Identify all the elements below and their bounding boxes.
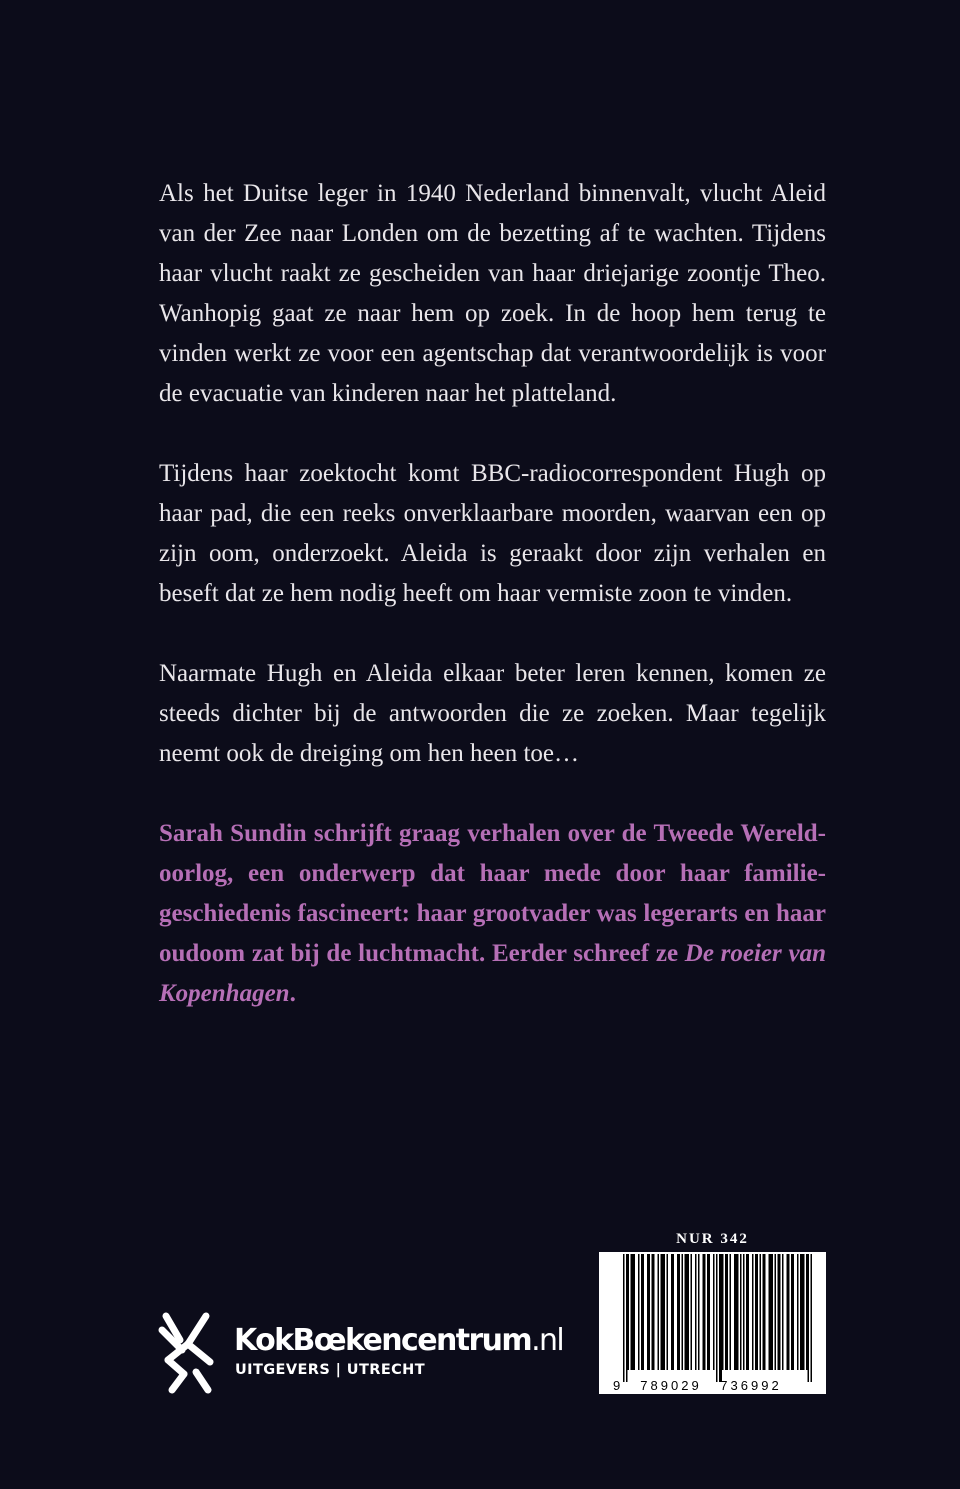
barcode-bar	[623, 1254, 625, 1382]
barcode-bar	[727, 1254, 729, 1370]
barcode-bar	[760, 1254, 762, 1370]
barcode-bar	[782, 1254, 784, 1370]
blurb-paragraph-1: Als het Duitse leger in 1940 Nederland binnenvalt, vlucht Aleid van der Zee naar Londen om de bezetting af te wachten. Tijdens haar vlucht raakt ze gescheiden van haar driejarige zoontje Theo. Wanhopig gaat ze naar hem op zoek. In de hoop hem terug te vinden werkt ze voor een agentschap dat verantwoordelijk is voor de evacuatie van kinderen naar het platteland.	[159, 180, 826, 407]
barcode-bar	[755, 1254, 757, 1370]
barcode-bar	[719, 1254, 721, 1382]
barcode-bar	[685, 1254, 687, 1370]
isbn-barcode	[599, 1226, 826, 1394]
barcode-bar	[662, 1254, 664, 1370]
barcode-bar	[707, 1254, 709, 1370]
barcode-digits: 736992	[720, 1378, 782, 1393]
barcode-bar	[634, 1254, 636, 1370]
barcode-bar	[661, 1254, 663, 1370]
barcode-bar	[734, 1254, 736, 1370]
barcode-bar	[667, 1254, 669, 1370]
blurb-paragraph-3: Naarmate Hugh en Aleida elkaar beter leren kennen, komen ze steeds dichter bij de antwoorden die ze zoeken. Maar tegelijk neemt ook de dreiging om hen heen toe…	[159, 660, 826, 767]
barcode-digits: 789029	[640, 1378, 702, 1393]
barcode-bar	[763, 1254, 765, 1370]
barcode-bar	[764, 1254, 766, 1370]
barcode-bar	[793, 1254, 795, 1370]
barcode-bar	[722, 1254, 724, 1370]
barcode-bar	[746, 1254, 748, 1370]
barcode-area	[599, 1252, 826, 1394]
publisher-name: KokBœkencentrum.nl	[234, 1323, 564, 1358]
barcode-bar	[752, 1254, 754, 1370]
barcode-bar	[778, 1254, 780, 1370]
blurb-text	[159, 174, 826, 1014]
nur-code: NUR 342	[599, 1226, 826, 1252]
barcode-bar	[703, 1254, 705, 1370]
barcode-bars	[599, 1252, 826, 1394]
barcode-bar	[653, 1254, 655, 1370]
barcode-bar	[748, 1254, 750, 1370]
barcode-bar	[743, 1254, 745, 1370]
author-bio	[159, 814, 826, 1014]
publisher-mark-icon	[158, 1310, 214, 1396]
barcode-bar	[704, 1254, 706, 1370]
barcode-bar	[737, 1254, 739, 1370]
barcode-bar	[716, 1254, 718, 1382]
author-bio-text: Sarah Sundin schrijft graag verhalen over de Tweede Wereldoorlog, een onderwerp dat haar mede door haar familiegeschiedenis fascineert: haar grootvader was legerarts en haar oudoom zat bij de luchtmacht. Eerder schreef ze	[159, 820, 826, 967]
barcode-bar	[688, 1254, 690, 1370]
barcode-bar	[800, 1254, 802, 1370]
barcode-bar	[631, 1254, 633, 1370]
barcode-bar	[643, 1254, 645, 1370]
blurb-paragraph-2: Tijdens haar zoektocht komt BBC-radiocorrespondent Hugh op haar pad, die een reeks onverklaarbare moorden, waarvan een op zijn oom, onderzoekt. Aleida is geraakt door zijn verhalen en beseft dat ze hem nodig heeft om haar vermiste zoon te vinden.	[159, 460, 826, 607]
barcode-bar	[770, 1254, 772, 1370]
barcode-bar	[682, 1254, 684, 1370]
barcode-bar	[638, 1254, 640, 1370]
barcode-bar	[802, 1254, 804, 1370]
barcode-bar	[691, 1254, 693, 1370]
barcode-bar	[788, 1254, 790, 1370]
barcode-bar	[647, 1254, 649, 1370]
barcode-bar	[736, 1254, 738, 1370]
barcode-bar	[626, 1254, 628, 1382]
barcode-bar	[806, 1254, 808, 1370]
barcode-bar	[725, 1254, 727, 1370]
barcode-bar	[791, 1254, 793, 1370]
barcode-bar	[713, 1254, 715, 1370]
barcode-bar	[709, 1254, 711, 1370]
barcode-bar	[775, 1254, 777, 1370]
barcode-bar	[686, 1254, 688, 1370]
barcode-bar	[811, 1254, 813, 1382]
barcode-bar	[740, 1254, 742, 1370]
previous-book-title: De roeier van Kopenhagen	[159, 940, 826, 1007]
barcode-bar	[698, 1254, 700, 1370]
barcode-bar	[628, 1254, 630, 1370]
author-bio-end: .	[289, 980, 296, 1007]
publisher-logo	[158, 1310, 578, 1400]
barcode-bar	[803, 1254, 805, 1370]
barcode-bar	[677, 1254, 679, 1370]
barcode-bar	[673, 1254, 675, 1370]
barcode-bar	[769, 1254, 771, 1370]
barcode-bar	[632, 1254, 634, 1370]
barcode-bar	[652, 1254, 654, 1370]
barcode-bar	[808, 1254, 810, 1382]
barcode-bar	[730, 1254, 732, 1370]
barcode-bar	[671, 1254, 673, 1370]
barcode-bar	[787, 1254, 789, 1370]
barcode-digits: 9	[613, 1378, 624, 1393]
barcode-bar	[664, 1254, 666, 1370]
barcode-bar	[797, 1254, 799, 1370]
barcode-bar	[721, 1254, 723, 1382]
barcode-bar	[772, 1254, 774, 1370]
barcode-bar	[695, 1254, 697, 1370]
barcode-bar	[757, 1254, 759, 1370]
barcode-bar	[649, 1254, 651, 1370]
barcode-bar	[658, 1254, 660, 1370]
publisher-tagline: UITGEVERS | UTRECHT	[235, 1362, 425, 1378]
barcode-bar	[679, 1254, 681, 1370]
barcode-bar	[779, 1254, 781, 1370]
barcode-bar	[641, 1254, 643, 1370]
